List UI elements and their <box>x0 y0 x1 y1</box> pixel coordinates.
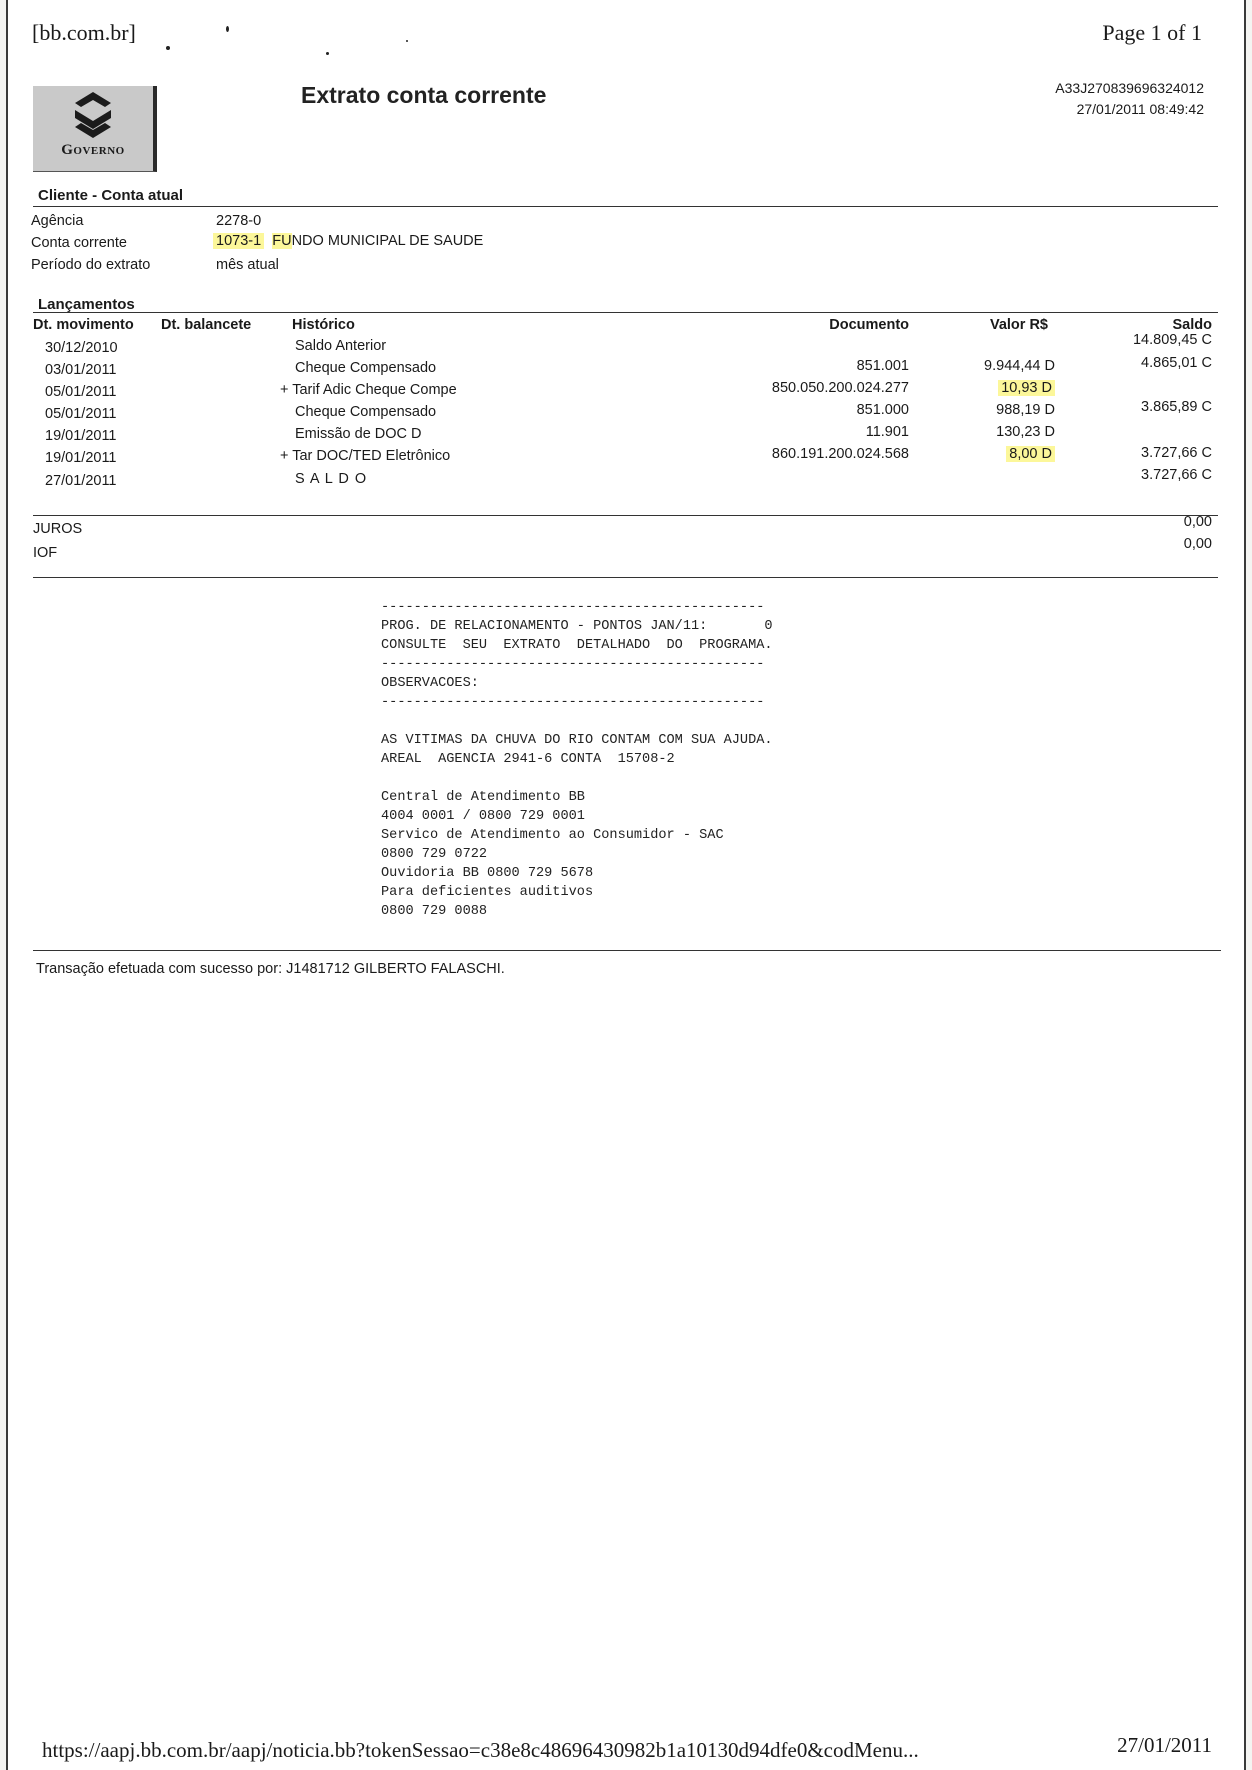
row-amount-highlight: 8,00 D <box>1006 446 1055 462</box>
memo-line: Para deficientes auditivos <box>381 885 594 900</box>
col-balance: Saldo <box>1172 317 1212 333</box>
scan-speck <box>166 46 170 50</box>
memo-line: ----------------------------------------------- <box>381 695 765 710</box>
juros-value: 0,00 <box>1183 514 1212 530</box>
row-amount: 988,19 D <box>996 402 1055 418</box>
memo-line: AREAL AGENCIA 2941-6 CONTA 15708-2 <box>381 752 675 767</box>
memo-line: AS VITIMAS DA CHUVA DO RIO CONTAM COM SUA AJUDA. <box>381 733 773 748</box>
memo-line: PROG. DE RELACIONAMENTO - PONTOS JAN/11: 0 <box>381 619 773 634</box>
row-amount <box>1001 380 1055 396</box>
divider <box>33 312 1218 313</box>
memo-line: 4004 0001 / 0800 729 0001 <box>381 809 585 824</box>
col-date: Dt. movimento <box>33 317 134 333</box>
col-balance-date: Dt. balancete <box>161 317 252 333</box>
iof-value: 0,00 <box>1183 536 1212 552</box>
row-amount: 9.944,44 D <box>984 358 1055 374</box>
bb-logo-icon <box>67 90 119 140</box>
memo-line: 0800 729 0722 <box>381 847 488 862</box>
row-document: 850.050.200.024.277 <box>771 380 909 396</box>
col-history: Histórico <box>292 317 355 333</box>
agency-label: Agência <box>31 213 84 229</box>
row-date: 05/01/2011 <box>45 406 117 422</box>
memo-line: Central de Atendimento BB <box>381 790 585 805</box>
row-balance: 3.865,89 C <box>1141 399 1212 415</box>
memo-line: 0800 729 0088 <box>381 904 488 919</box>
transaction-footer: Transação efetuada com sucesso por: J1481712 GILBERTO FALASCHI. <box>36 961 505 977</box>
entries-section-title: Lançamentos <box>38 296 135 313</box>
divider <box>33 950 1221 951</box>
row-date: 19/01/2011 <box>45 428 117 444</box>
page-url: https://aapj.bb.com.br/aapj/noticia.bb?tokenSessao=c38e8c48696430982b1a10130d94dfe0&codMenu... <box>42 1738 919 1762</box>
row-amount-highlight: 10,93 D <box>998 380 1055 396</box>
print-date: 27/01/2011 <box>1117 1733 1212 1757</box>
client-section-title: Cliente - Conta atual <box>38 187 184 204</box>
row-balance: 3.727,66 C <box>1141 467 1212 483</box>
row-document: 11.901 <box>865 424 909 440</box>
scan-speck <box>406 40 408 42</box>
memo-line: ----------------------------------------------- <box>381 600 765 615</box>
iof-label: IOF <box>33 545 58 561</box>
bank-logo <box>33 86 157 172</box>
row-history: + Tar DOC/TED Eletrônico <box>280 448 451 464</box>
memo-line: Ouvidoria BB 0800 729 5678 <box>381 866 594 881</box>
row-amount <box>1009 446 1055 462</box>
account-number: 1073-1 <box>213 233 264 249</box>
row-date: 27/01/2011 <box>45 473 117 489</box>
reference-code: A33J270839696324012 <box>1055 80 1204 96</box>
site-label: [bb.com.br] <box>32 20 136 45</box>
row-history: + Tarif Adic Cheque Compe <box>280 382 457 398</box>
row-document: 860.191.200.024.568 <box>771 446 909 462</box>
logo-text: Governo <box>61 142 125 158</box>
row-document: 851.000 <box>856 402 909 418</box>
divider <box>33 206 1218 207</box>
memo-line: ----------------------------------------------- <box>381 657 765 672</box>
memo-block <box>381 598 773 921</box>
statement-title: Extrato conta corrente <box>301 82 547 108</box>
row-date: 05/01/2011 <box>45 384 117 400</box>
row-date: 30/12/2010 <box>45 340 118 356</box>
col-document: Documento <box>829 317 909 333</box>
scan-speck <box>226 26 229 32</box>
divider <box>33 515 1218 516</box>
period-value: mês atual <box>216 257 279 273</box>
row-history: Cheque Compensado <box>295 404 437 420</box>
account-name: NDO MUNICIPAL DE SAUDE <box>291 233 484 249</box>
row-document: 851.001 <box>856 358 909 374</box>
row-history: S A L D O <box>295 471 368 487</box>
memo-line: OBSERVACOES: <box>381 676 479 691</box>
row-history: Emissão de DOC D <box>295 426 422 442</box>
account-value <box>216 233 483 249</box>
account-label: Conta corrente <box>31 235 127 251</box>
row-balance: 14.809,45 C <box>1132 332 1212 348</box>
juros-label: JUROS <box>33 521 83 537</box>
divider <box>33 577 1218 578</box>
document-page <box>6 0 1246 1770</box>
statement-datetime: 27/01/2011 08:49:42 <box>1076 101 1204 117</box>
memo-line: CONSULTE SEU EXTRATO DETALHADO DO PROGRAMA. <box>381 638 773 653</box>
scan-speck <box>326 52 329 55</box>
row-date: 19/01/2011 <box>45 450 117 466</box>
page-indicator: Page 1 of 1 <box>1102 20 1202 45</box>
row-balance: 3.727,66 C <box>1141 445 1212 461</box>
period-label: Período do extrato <box>31 257 151 273</box>
account-name-highlight: FU <box>272 233 292 249</box>
row-amount: 130,23 D <box>996 424 1055 440</box>
row-history: Saldo Anterior <box>295 338 387 354</box>
memo-line: Servico de Atendimento ao Consumidor - SAC <box>381 828 724 843</box>
agency-value: 2278-0 <box>216 213 262 229</box>
col-amount: Valor R$ <box>989 317 1048 333</box>
row-date: 03/01/2011 <box>45 362 117 378</box>
row-history: Cheque Compensado <box>295 360 437 376</box>
row-balance: 4.865,01 C <box>1141 355 1212 371</box>
